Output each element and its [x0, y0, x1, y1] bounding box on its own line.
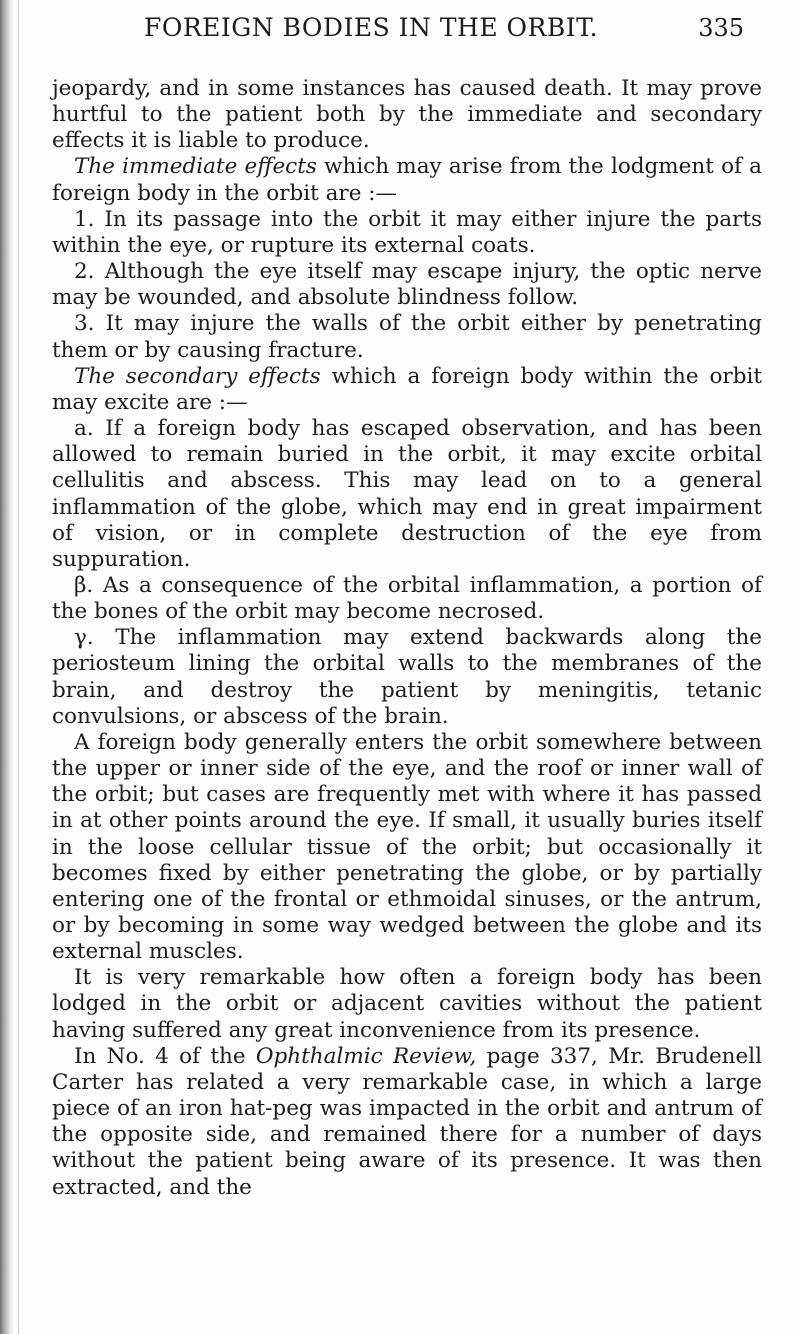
- running-head: FOREIGN BODIES IN THE ORBIT.: [144, 13, 599, 42]
- page-number: 335: [698, 14, 744, 42]
- paragraph-immediate-effects: [52, 154, 762, 206]
- paragraph-entry-sites: A foreign body generally enters the orbit somewhere between the upper or inner side of the eye, and the roof or inner wall of the orbit; but cases are frequently met with where it has passed in at other points around the eye. If small, it usually buries itself in the loose cellular tissue of the orbit; but occasionally it becomes fixed by either penetrating the globe, or by partially entering one of the frontal or ethmoidal sinuses, or the antrum, or by becoming in some way wedged between the globe and its external muscles.: [52, 729, 762, 965]
- paragraph-text: In No. 4 of the: [74, 1043, 256, 1069]
- journal-title: Ophthalmic Review,: [255, 1043, 477, 1069]
- list-item-1: 1. In its passage into the orbit it may either injure the parts within the eye, or rupture its external coats.: [52, 206, 762, 258]
- list-item-beta: β. As a consequence of the orbital inflammation, a portion of the bones of the orbit may become necrosed.: [52, 572, 762, 625]
- book-spine-shadow: [0, 0, 14, 1334]
- paragraph-text: which a foreign body within the orbit may excite are :—: [52, 363, 762, 415]
- italic-heading-secondary-effects: The secondary effects: [74, 363, 321, 389]
- list-item-alpha: a. If a foreign body has escaped observation, and has been allowed to remain buried in the orbit, it may excite orbital cellulitis and abscess. This may lead on to a general inflammation of the globe, which may end in great impairment of vision, or in complete destruction of the eye from suppuration.: [52, 416, 762, 572]
- paragraph-text: which may arise from the lodgment of a foreign body in the orbit are :—: [52, 154, 763, 206]
- body-text: [52, 76, 762, 1201]
- page-header: [144, 10, 744, 46]
- paragraph-case-report: [52, 1044, 762, 1201]
- list-item-2: 2. Although the eye itself may escape injury, the optic nerve may be wounded, and absolute blindness follow.: [52, 259, 762, 311]
- page-gutter-line: [18, 0, 19, 1334]
- paragraph-continuation: jeopardy, and in some instances has caused death. It may prove hurtful to the patient both by the immediate and secondary effects it is liable to produce.: [52, 76, 762, 154]
- paragraph-remarkable: It is very remarkable how often a foreign body has been lodged in the orbit or adjacent cavities without the patient having suffered any great inconvenience from its presence.: [52, 965, 762, 1043]
- list-item-3: 3. It may injure the walls of the orbit either by penetrating them or by causing fracture.: [52, 311, 762, 363]
- italic-heading-immediate-effects: The immediate effects: [74, 154, 317, 180]
- list-item-gamma: γ. The inflammation may extend backwards along the periosteum lining the orbital walls to the membranes of the brain, and destroy the patient by meningitis, tetanic convulsions, or abscess of the brain.: [52, 625, 762, 729]
- paragraph-text: page 337, Mr. Brudenell Carter has related a very remarkable case, in which a large piece of an iron hat-peg was impacted in the orbit and antrum of the opposite side, and remained there for a number of days without the patient being aware of its presence. It was then extracted, and the: [52, 1043, 763, 1200]
- paragraph-secondary-effects: [52, 364, 762, 416]
